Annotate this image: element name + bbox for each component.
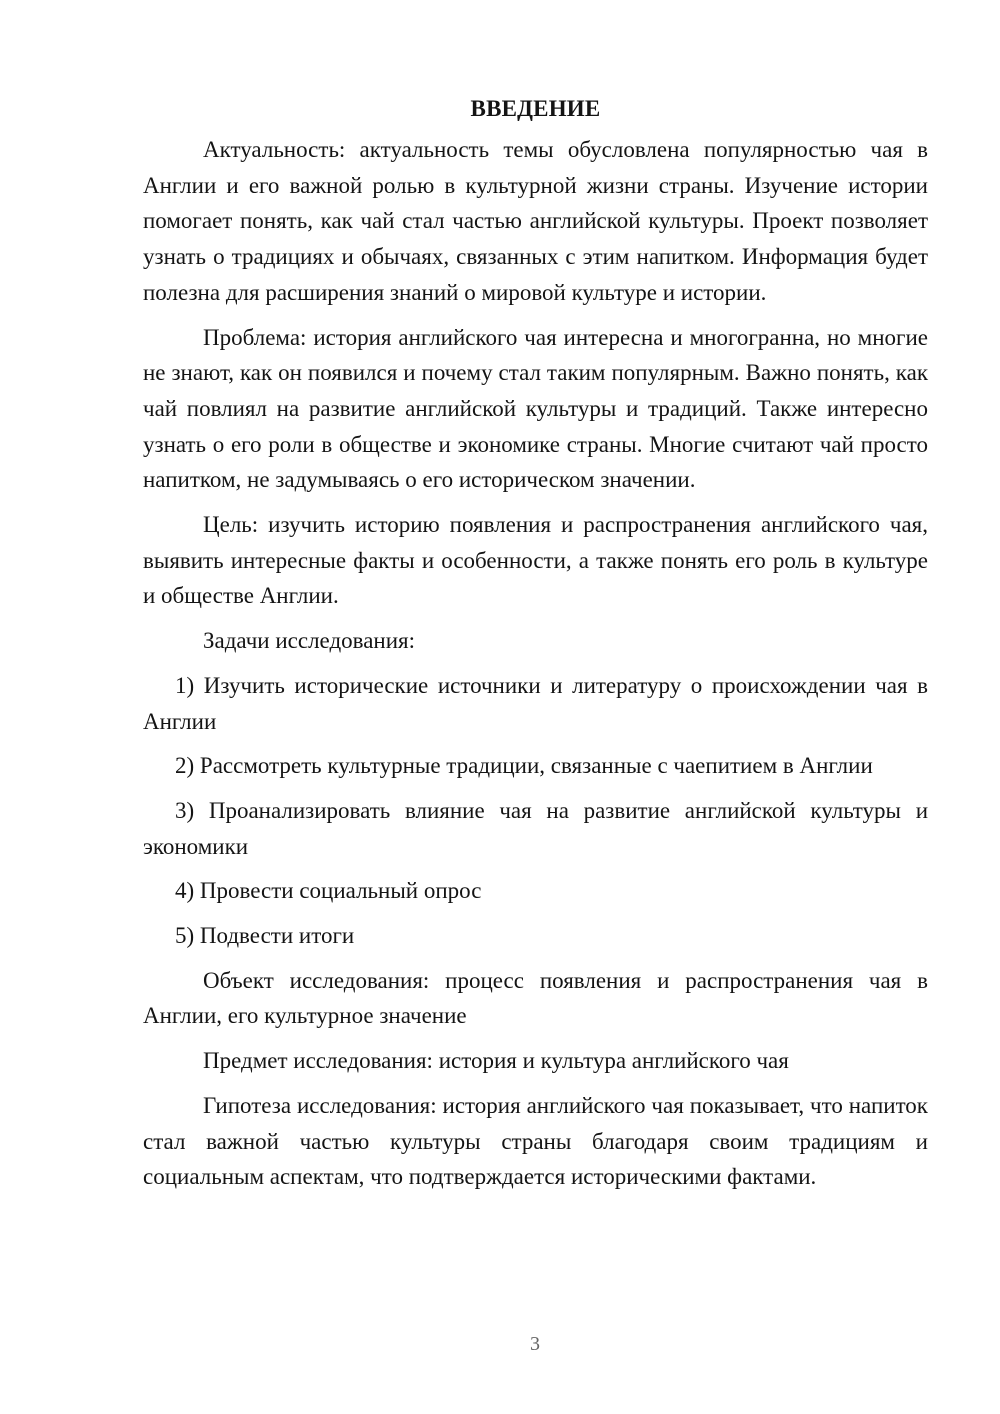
- goal-paragraph: Цель: изучить историю появления и распространения английского чая, выявить интересные факты и особенности, а также понять его роль в культуре и обществе Англии.: [143, 512, 928, 609]
- task-item-4: 4) Провести социальный опрос: [175, 878, 482, 904]
- page-number: 3: [530, 1333, 540, 1355]
- object-paragraph: Объект исследования: процесс появления и распространения чая в Англии, его культурное значение: [143, 967, 928, 1029]
- subject-paragraph: Предмет исследования: история и культура английского чая: [203, 1048, 789, 1074]
- task-item-5: 5) Подвести итоги: [175, 923, 355, 949]
- problem-paragraph: Проблема: история английского чая интересна и многогранна, но многие не знают, как он появился и почему стал таким популярным. Важно понять, как чай повлиял на развитие английской культуры и традиций. Также интересно узнать о его роли в обществе и экономике страны. Многие считают чай просто напитком, не задумываясь о его историческом значении.: [143, 324, 928, 493]
- task-item-2: 2) Рассмотреть культурные традиции, связанные с чаепитием в Англии: [175, 753, 873, 779]
- task-item-3: 3) Проанализировать влияние чая на развитие английской культуры и экономики: [143, 797, 928, 859]
- hypothesis-paragraph: Гипотеза исследования: история английского чая показывает, что напиток стал важной частью культуры страны благодаря своим традициям и социальным аспектам, что подтверждается историческими фактами.: [143, 1092, 928, 1190]
- relevance-paragraph: Актуальность: актуальность темы обусловлена популярностью чая в Англии и его важной ролью в культурной жизни страны. Изучение истории помогает понять, как чай стал частью английской культуры. Проект позволяет узнать о традициях и обычаях, связанных с этим напитком. Информация будет полезна для расширения знаний о мировой культуре и истории.: [143, 137, 928, 305]
- document-page: [143, 94, 928, 1204]
- tasks-heading: Задачи исследования:: [203, 628, 416, 654]
- section-title: ВВЕДЕНИЕ: [470, 96, 601, 121]
- task-item-1: 1) Изучить исторические источники и литературу о происхождении чая в Англии: [143, 672, 928, 734]
